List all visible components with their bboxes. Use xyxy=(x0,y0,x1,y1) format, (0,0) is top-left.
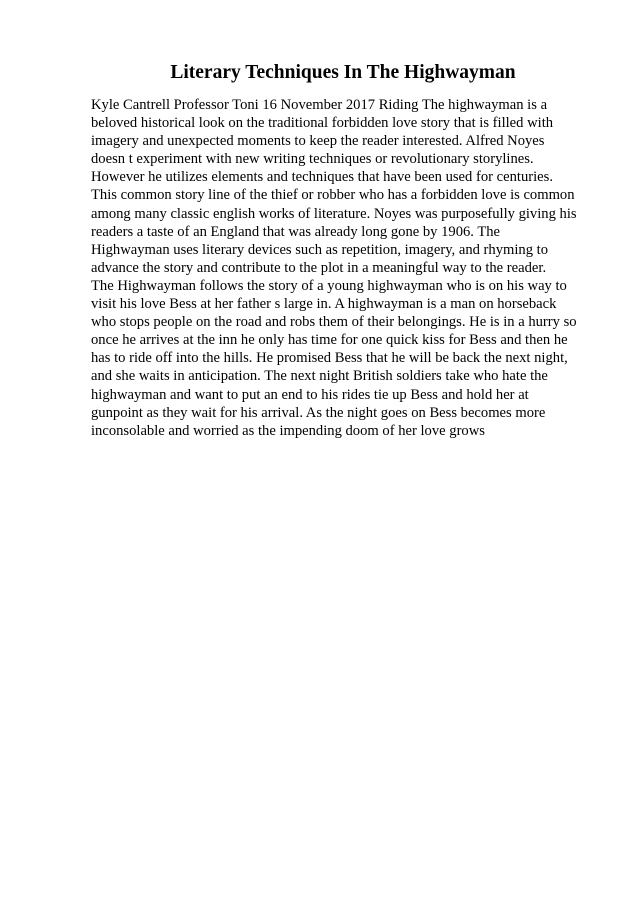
body-line: advance the story and contribute to the plot in a meaningful way to the reader. xyxy=(91,259,547,276)
body-line: The Highwayman follows the story of a young highwayman who is on his way to xyxy=(91,277,567,294)
body-line: has to ride off into the hills. He promised Bess that he will be back the next night, xyxy=(91,350,568,367)
body-line: highwayman and want to put an end to his rides tie up Bess and hold her at xyxy=(91,386,529,403)
body-line: readers a taste of an England that was already long gone by 1906. The xyxy=(91,223,501,240)
body-line: gunpoint as they wait for his arrival. As the night goes on Bess becomes more xyxy=(91,404,546,421)
body-line: Kyle Cantrell Professor Toni 16 November 2017 Riding The highwayman is a xyxy=(91,97,548,113)
body-line: imagery and unexpected moments to keep the reader interested. Alfred Noyes xyxy=(91,133,545,150)
body-line: However he utilizes elements and techniques that have been used for centuries. xyxy=(91,169,553,186)
body-line: beloved historical look on the traditional forbidden love story that is filled with xyxy=(91,115,554,132)
body-line: once he arrives at the inn he only has time for one quick kiss for Bess and then he xyxy=(91,332,568,349)
document-body xyxy=(91,96,591,440)
document-title: Literary Techniques In The Highwayman xyxy=(170,62,516,83)
body-line: Highwayman uses literary devices such as repetition, imagery, and rhyming to xyxy=(91,241,549,258)
body-line: who stops people on the road and robs them of their belongings. He is in a hurry so xyxy=(91,314,577,331)
body-line: This common story line of the thief or robber who has a forbidden love is common xyxy=(91,187,575,204)
body-line: doesn t experiment with new writing techniques or revolutionary storylines. xyxy=(91,151,534,168)
body-line: inconsolable and worried as the impending doom of her love grows xyxy=(91,422,485,439)
body-line: and she waits in anticipation. The next night British soldiers take who hate the xyxy=(91,368,548,385)
body-line: visit his love Bess at her father s large in. A highwayman is a man on horseback xyxy=(91,296,557,313)
body-line: among many classic english works of literature. Noyes was purposefully giving his xyxy=(91,205,577,222)
